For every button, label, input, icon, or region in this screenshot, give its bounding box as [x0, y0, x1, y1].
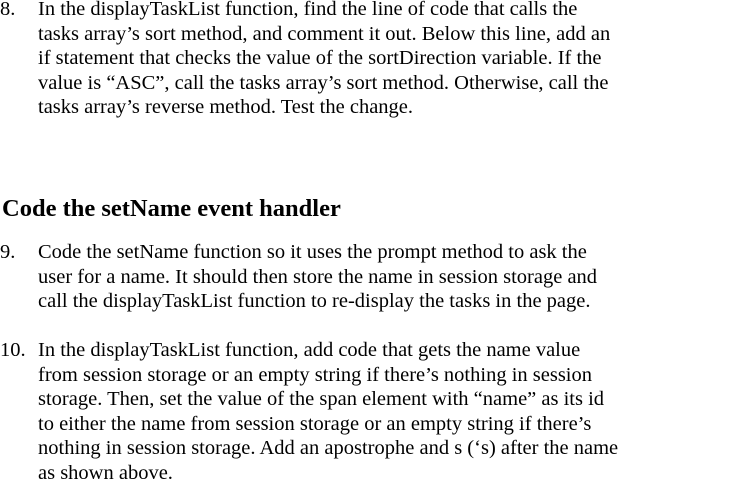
step-text: In the displayTaskList function, find the line of code that calls the tasks array’s sort method, and comment it out. Below this line, add an if statement that checks the value of the sortDirection variable. If the value is “ASC”, call the tasks array’s sort method. Otherwise, call the tasks array’s reverse method. Test the change. — [38, 0, 611, 118]
step-9 — [0, 240, 745, 314]
step-number: 10. — [0, 339, 26, 361]
section-heading: Code the setName event handler — [2, 195, 341, 222]
step-number: 8. — [0, 0, 16, 20]
step-text: Code the setName function so it uses the prompt method to ask the user for a name. It should then store the name in session storage and call the displayTaskList function to re-display the tasks in the page. — [38, 241, 598, 312]
step-text: In the displayTaskList function, add code that gets the name value from session storage or an empty string if there’s nothing in session storage. Then, set the value of the span element with “name” as its id to either the name from session storage or an empty string if there’s nothing in session storage. Add an apostrophe and s (‘s) after the name as shown above. — [38, 339, 619, 484]
step-8 — [0, 0, 745, 120]
step-10 — [0, 338, 745, 485]
step-number: 9. — [0, 241, 16, 263]
